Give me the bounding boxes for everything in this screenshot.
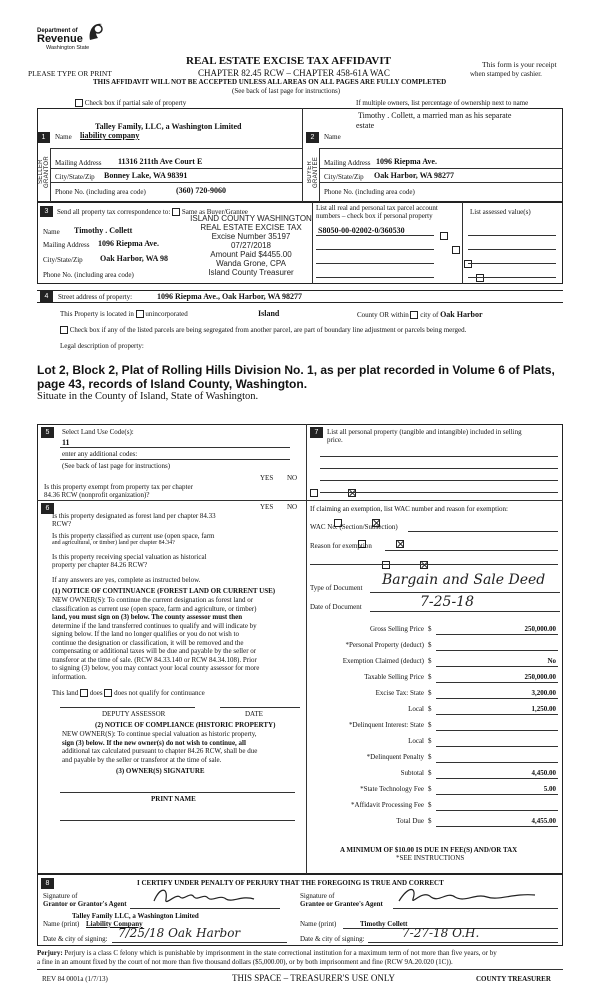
tax-row-value: No [547,657,556,665]
tax-row-value: 250,000.00 [524,625,556,633]
situate-text: Situate in the County of Island, State of Washington. [37,391,259,402]
parcel-personal-checkbox-1[interactable] [440,232,448,240]
tax-row-label: *State Technology Fee [360,785,424,793]
tax-row-label: Excise Tax: State [375,689,424,697]
document-date-handwritten: 7-25-18 [420,594,474,610]
grantor-date-city: 7/25/18 Oak Harbor [118,926,241,940]
treasurer-use-only: THIS SPACE – TREASURER'S USE ONLY [232,973,396,983]
owner-signature-label: (3) OWNER(S) SIGNATURE [116,767,205,775]
tax-row-label: Gross Selling Price [369,625,424,633]
tax-row-label: *Affidavit Processing Fee [351,801,424,809]
tax-row-label: Total Due [396,817,424,825]
perjury-note: Perjury: Perjury is a class C felony which is punishable by imprisonment in the state correctional institution for a maximum term of not more than five years, or by a fine in an amount fixed by the court of not more than five thousand dollars ($5,000.00), or by both imprisonment and fine (RCW 9A.20.020 (1C)). [37,949,497,966]
notice-continuance-title: (1) NOTICE OF CONTINUANCE (FOREST LAND OR CURRENT USE) [52,587,276,595]
grantee-date-city: 7-27-18 O.H. [402,926,480,940]
tax-row-currency: $ [428,817,432,825]
exempt-yes-checkbox[interactable] [310,489,318,497]
unincorporated-checkbox[interactable] [136,310,144,318]
segregated-checkbox[interactable] [60,326,68,334]
treasurer-stamp: ISLAND COUNTY WASHINGTON REAL ESTATE EXCISE TAX Excise Number 35197 07/27/2018 Amount Paid $4455.00 Wanda Grone, CPA Island County Treasurer [190,214,312,277]
print-name-label: PRINT NAME [151,795,196,803]
tax-row-label: Subtotal [400,769,424,777]
property-county: Island [258,309,280,318]
partial-sale-checkbox[interactable] [75,99,83,107]
buyer-name-line1: Timothy . Collett, a married man as his separate [358,111,512,120]
notice-compliance-body: NEW OWNER(S): To continue special valuation as historic property, sign (3) below. If the new owner(s) do not wish to continue, all additional tax calculated pursuant to chapter 84.26 RCW, shall be due and payable by the seller or transferor at the time of sale. [62,730,258,764]
tax-row-value: 4,450.00 [531,769,556,777]
parcel-personal-checkbox-4[interactable] [476,274,484,282]
tax-row-value: 1,250.00 [531,705,556,713]
tax-row-value: 250,000.00 [524,673,556,681]
grantor-signature [150,885,265,907]
current-use-no-checkbox[interactable] [396,540,404,548]
property-street: 1096 Riepma Ave., Oak Harbor, WA 98277 [157,292,302,301]
correspondence-city: Oak Harbor, WA 98 [100,254,169,263]
land-does-checkbox[interactable] [80,689,88,697]
document-type-handwritten: Bargain and Sale Deed [382,572,546,588]
partial-sale: Check box if partial sale of property [75,99,186,107]
exempt-no-checkbox[interactable] [348,489,356,497]
grantee-print-name: Timothy Collett [360,920,408,928]
tax-row-label: Local [408,737,424,745]
please-type: PLEASE TYPE OR PRINT [28,69,112,78]
land-use-code: 11 [62,438,70,447]
land-does-not-checkbox[interactable] [104,689,112,697]
seller-side-label: SELLER GRANTOR [38,156,50,188]
tax-row-label: Exemption Claimed (deduct) [342,657,424,665]
notice-continuance-body: NEW OWNER(S): To continue the current designation as forest land or classification as current use (open space, farm and agriculture, or timber) land, you must sign on (3) below. The county assessor must then determine if the land transferred continues to qualify and will indicate by signing below. If the land no longer qualifies or you do not wish to continue the designation or classification, it will be removed and the compensating or additional taxes will be due and payable by the seller or transferor at the time of sale. (RCW 84.33.140 or RCW 84.34.108). Prior to signing (3) below, you may contact your local county assessor for more information. [52,596,260,681]
dor-logo-icon [86,20,104,42]
parcel-number: S8050-00-02002-0/360530 [318,226,405,235]
correspondence-name: Timothy . Collett [74,226,133,235]
tax-row-currency: $ [428,753,432,761]
tax-row-value: 4,455.00 [531,817,556,825]
tax-row-value: 5.00 [543,785,556,793]
seller-name-line1: Talley Family, LLC, a Washington Limited [95,122,242,131]
warning-text: THIS AFFIDAVIT WILL NOT BE ACCEPTED UNLESS ALL AREAS ON ALL PAGES ARE FULLY COMPLETED [93,78,447,86]
county-treasurer: COUNTY TREASURER [476,975,551,983]
within-city-checkbox[interactable] [410,311,418,319]
tax-row-currency: $ [428,625,432,633]
buyer-name-line2: estate [356,121,375,130]
buyer-city: Oak Harbor, WA 98277 [374,171,455,180]
tax-row-currency: $ [428,641,432,649]
form-title: REAL ESTATE EXCISE TAX AFFIDAVIT [186,55,391,67]
buyer-side-label: BUYER GRANTEE [307,156,319,188]
tax-row-label: *Delinquent Interest: State [348,721,424,729]
parcel-personal-checkbox-2[interactable] [452,246,460,254]
form-number: REV 84 0001a (1/7/13) [42,975,108,983]
notice-compliance-title: (2) NOTICE OF COMPLIANCE (HISTORIC PROPERTY) [95,721,276,729]
seller-phone: (360) 720-9060 [176,186,226,195]
tax-row-label: *Personal Property (deduct) [345,641,424,649]
tax-row-currency: $ [428,769,432,777]
tax-row-label: *Delinquent Penalty [366,753,424,761]
tax-row-label: Taxable Selling Price [364,673,424,681]
grantor-print-name: Liability Company [86,920,143,928]
tax-row-currency: $ [428,801,432,809]
tax-row-currency: $ [428,705,432,713]
tax-row-currency: $ [428,657,432,665]
chapter-ref: CHAPTER 82.45 RCW – CHAPTER 458-61A WAC [198,68,390,78]
grantee-signature [395,883,545,907]
historic-no-checkbox[interactable] [420,561,428,569]
tax-row-currency: $ [428,785,432,793]
seller-mailing: 11316 211th Ave Court E [118,157,203,166]
parcel-personal-checkbox-3[interactable] [464,260,472,268]
tax-row-currency: $ [428,689,432,697]
historic-yes-checkbox[interactable] [382,561,390,569]
seller-name-line2: liability company [80,131,140,140]
legal-description: Lot 2, Block 2, Plat of Rolling Hills Division No. 1, as per plat recorded in Volume 6 of Plats, page 43, records of Island County, Washington. [37,363,555,391]
tax-row-currency: $ [428,737,432,745]
correspondence-mailing: 1096 Riepma Ave. [98,239,159,248]
tax-row-value: 3,200.00 [531,689,556,697]
tax-row-currency: $ [428,721,432,729]
tax-row-currency: $ [428,673,432,681]
certify-text: I CERTIFY UNDER PENALTY OF PERJURY THAT THE FOREGOING IS TRUE AND CORRECT [137,879,444,887]
seller-city: Bonney Lake, WA 98391 [104,171,188,180]
tax-row-label: Local [408,705,424,713]
buyer-mailing: 1096 Riepma Ave. [376,157,437,166]
